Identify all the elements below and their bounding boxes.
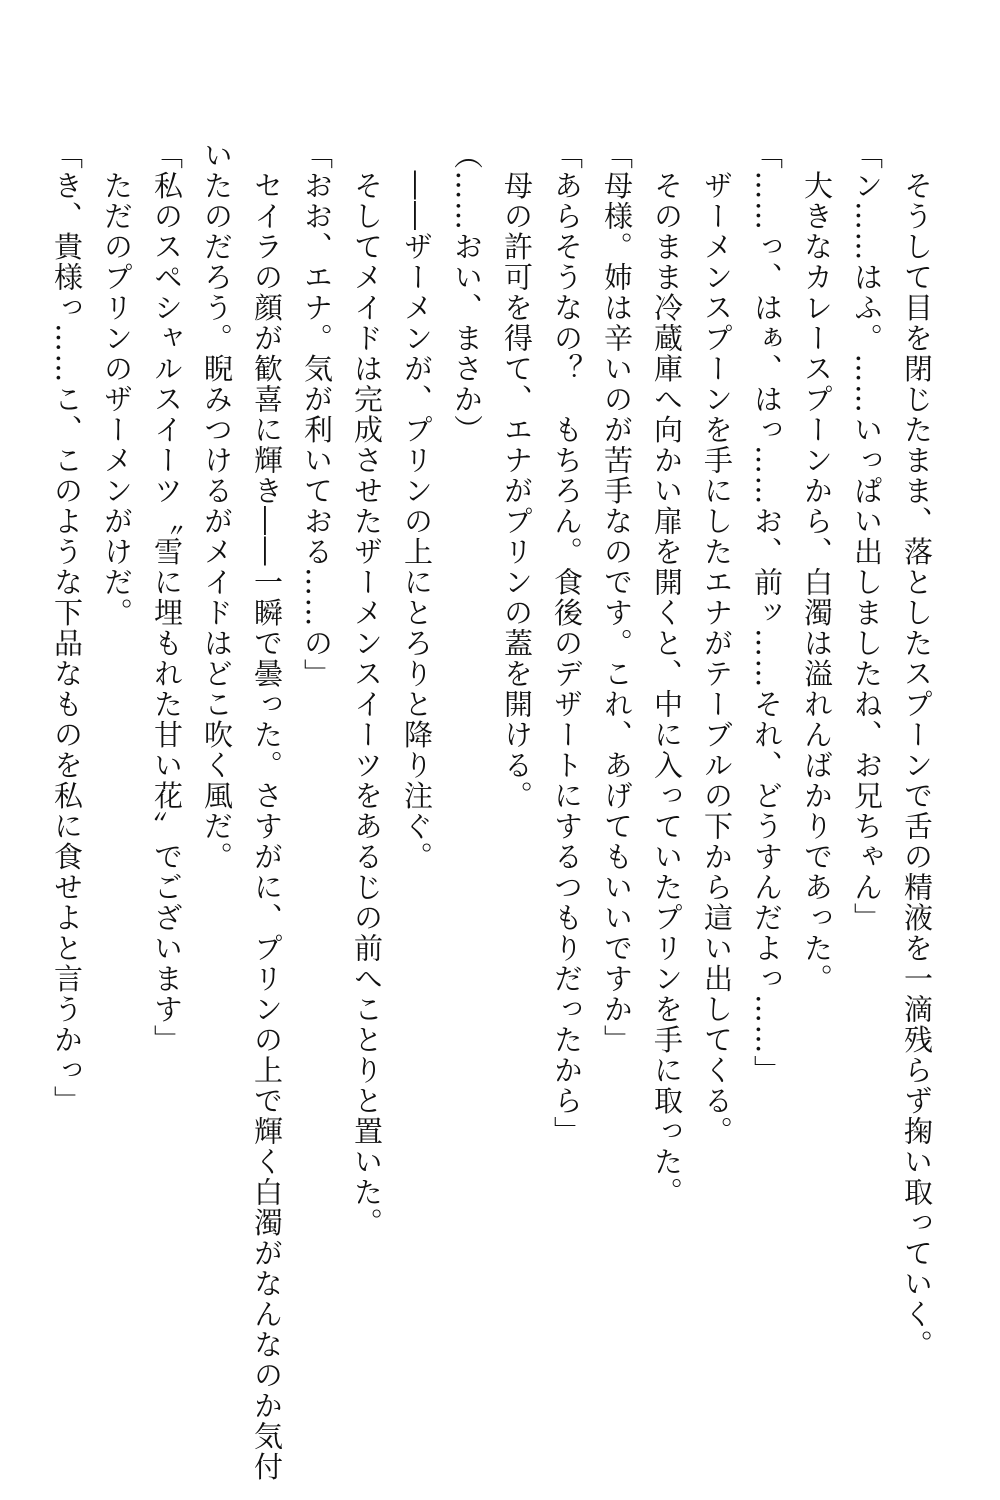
text-line: いたのだろう。睨みつけるがメイドはどこ吹く風だ。 bbox=[200, 140, 234, 872]
text-line: そうして目を閉じたまま、落としたスプーンで舌の精液を一滴残らず掬い取っていく。 bbox=[900, 140, 934, 1360]
text-line: ――ザーメンが、プリンの上にとろりと降り注ぐ。 bbox=[400, 140, 434, 872]
text-line: 「……っ、はぁ、はっ……お、前ッ……それ、どうすんだよっ……」 bbox=[750, 140, 784, 1086]
text-line: そしてメイドは完成させたザーメンスイーツをあるじの前へことりと置いた。 bbox=[350, 140, 384, 1238]
text-line: 母の許可を得て、エナがプリンの蓋を開ける。 bbox=[500, 140, 534, 811]
text-line: 「き、貴様っ……こ、このような下品なものを私に食せよと言うかっ」 bbox=[50, 140, 84, 1116]
text-line: ただのプリンのザーメンがけだ。 bbox=[100, 140, 134, 628]
text-line: セイラの顔が歓喜に輝き――一瞬で曇った。さすがに、プリンの上で輝く白濁がなんなのか気付 bbox=[250, 140, 284, 1482]
text-line: 大きなカレースプーンから、白濁は溢れんばかりであった。 bbox=[800, 140, 834, 994]
text-line: （……おい、まさか） bbox=[450, 140, 484, 445]
text-line: 「ン……はふ。……いっぱい出しましたね、お兄ちゃん」 bbox=[850, 140, 884, 933]
text-line: 「母様。姉は辛いのが苦手なのです。これ、あげてもいいですか」 bbox=[600, 140, 634, 1055]
text-line: ザーメンスプーンを手にしたエナがテーブルの下から這い出してくる。 bbox=[700, 140, 734, 1147]
text-line: 「私のスペシャルスイーツ〝雪に埋もれた甘い花〟でございます」 bbox=[150, 140, 184, 1055]
text-line: 「おお、エナ。気が利いておる……の」 bbox=[300, 140, 334, 689]
vertical-text-body bbox=[42, 140, 942, 1482]
text-line: 「あらそうなの？ もちろん。食後のデザートにするつもりだったから」 bbox=[550, 140, 584, 1147]
text-line: そのまま冷蔵庫へ向かい扉を開くと、中に入っていたプリンを手に取った。 bbox=[650, 140, 684, 1208]
